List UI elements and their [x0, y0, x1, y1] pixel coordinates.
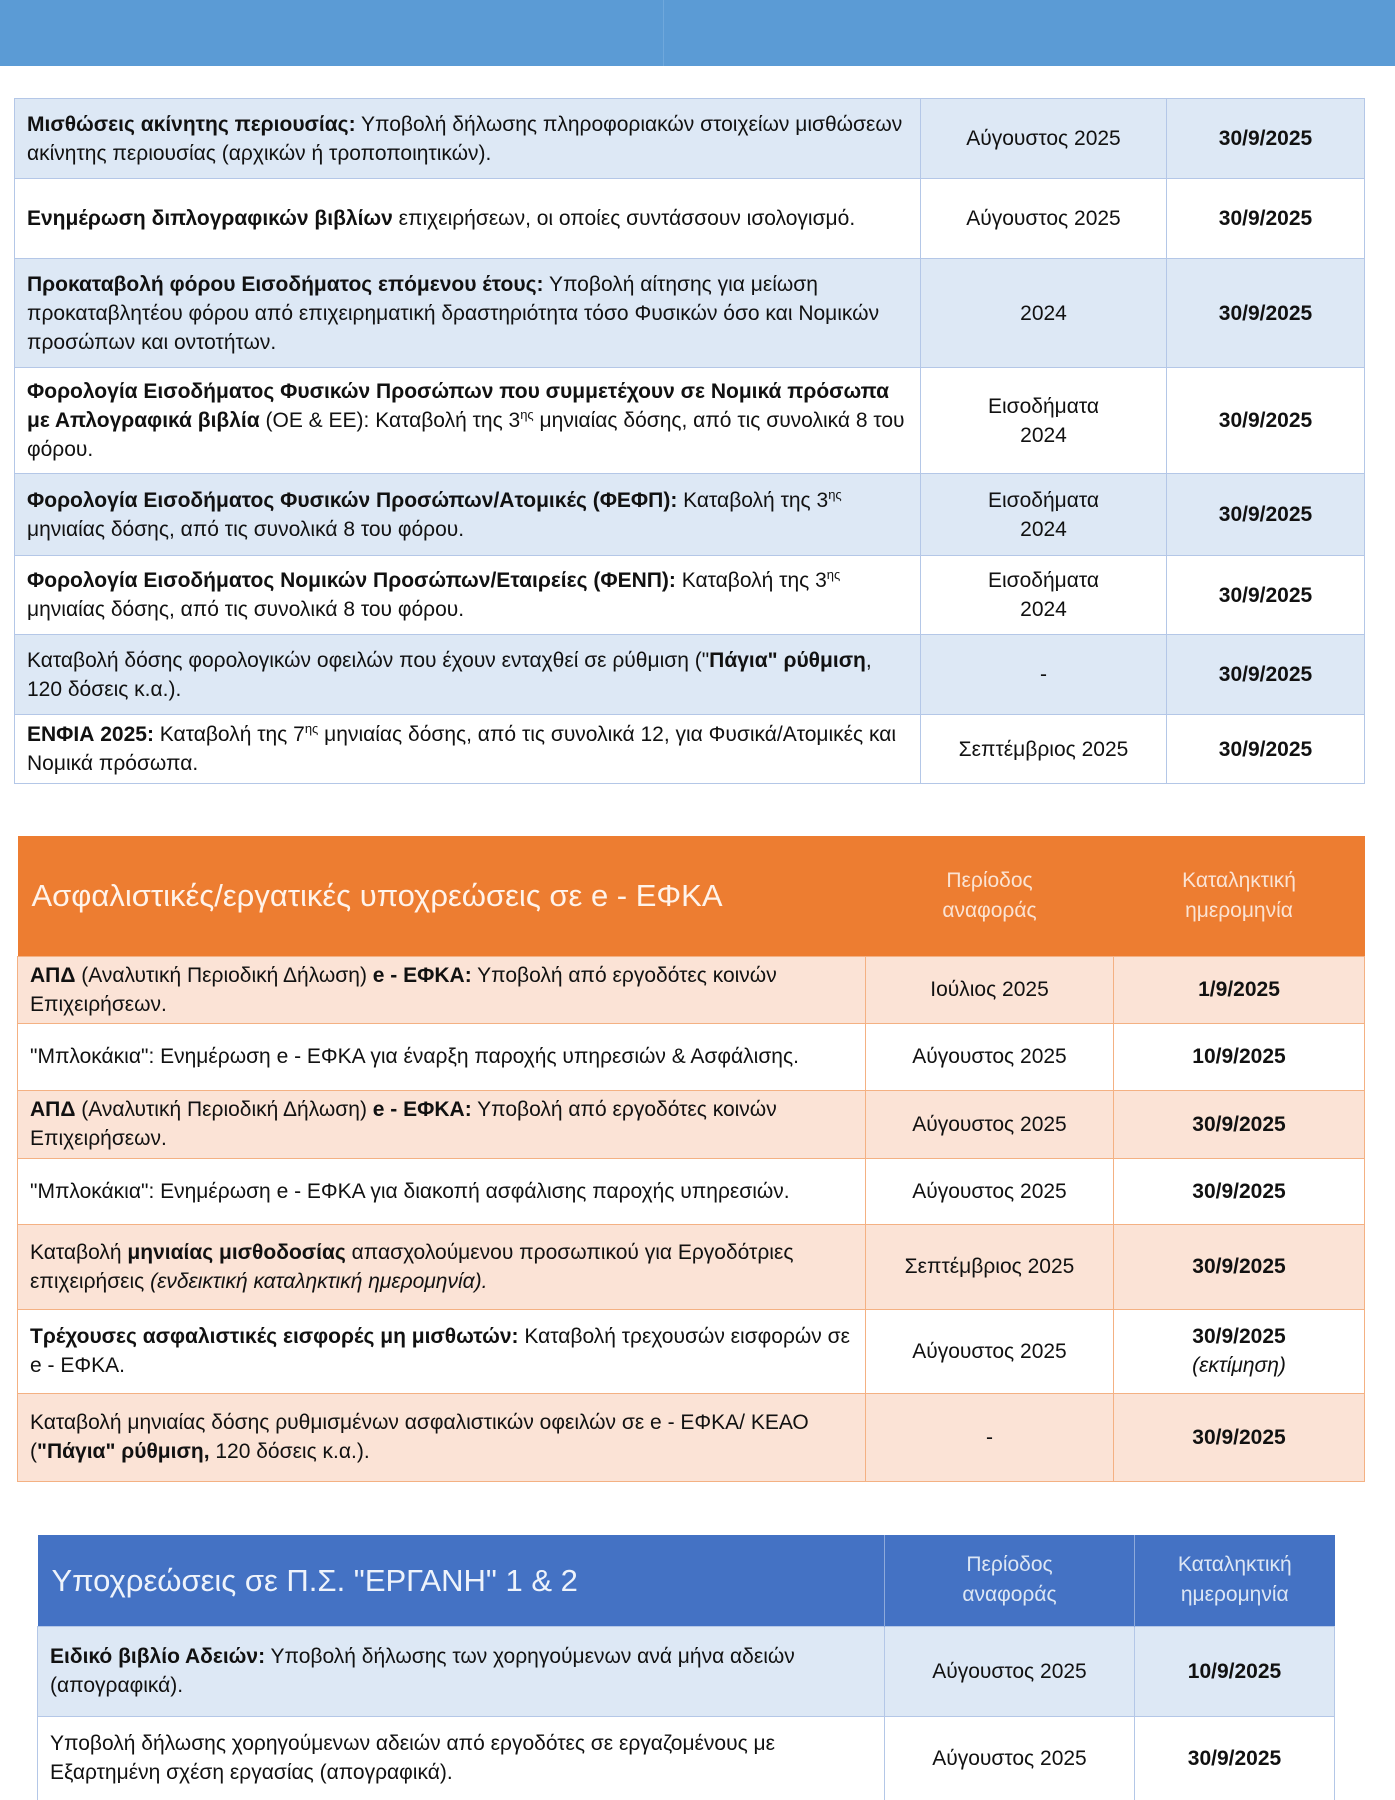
obligation-description	[18, 956, 866, 1023]
table-row	[15, 259, 1365, 368]
obligation-description	[15, 474, 921, 556]
obligation-description	[38, 1626, 885, 1716]
obligation-title: ΑΠΔ	[30, 1098, 76, 1121]
table-row	[18, 1309, 1365, 1393]
deadline-date: 30/9/2025	[1167, 179, 1365, 259]
obligation-description	[15, 99, 921, 179]
obligation-text: μηνιαίας δόσης, από τις συνολικά 8 του φόρου.	[27, 517, 465, 541]
deadline-date: 30/9/2025	[1167, 635, 1365, 715]
deadline-date: 30/9/2025	[1135, 1716, 1335, 1800]
reference-period: -	[921, 635, 1167, 715]
obligation-title: Ενημέρωση διπλογραφικών βιβλίων	[27, 207, 393, 230]
deadline-date: 30/9/2025	[1167, 368, 1365, 474]
obligation-text: μηνιαίας δόσης, από τις συνολικά 12, για Φυσικά/Ατομικές και Νομικά πρόσωπα.	[27, 723, 897, 775]
obligation-title: ΕΝΦΙΑ 2025:	[27, 723, 154, 746]
obligation-text: Καταβολή δόσης φορολογικών οφειλών που έχουν ενταχθεί σε ρύθμιση ("	[27, 648, 710, 672]
table-row	[18, 1090, 1365, 1158]
obligation-text: , 120 δόσεις κ.α.).	[27, 648, 872, 701]
deadline-date: 30/9/2025	[1167, 556, 1365, 635]
table-row	[15, 368, 1365, 474]
table-row	[15, 179, 1365, 259]
period-line: Εισοδήματα	[987, 569, 1100, 592]
deadline-date: 10/9/2025	[1135, 1626, 1335, 1716]
obligation-title: "Πάγια" ρύθμιση,	[37, 1440, 210, 1463]
column-header-period	[866, 836, 1114, 956]
deadline-date: 30/9/2025	[1114, 1158, 1365, 1224]
table-row	[18, 1023, 1365, 1090]
obligation-text: Καταβολή μηνιαίας δόσης ρυθμισμένων ασφαλιστικών οφειλών σε e - ΕΦΚΑ/ ΚΕΑΟ (	[30, 1411, 809, 1463]
obligation-text: μηνιαίας δόσης, από τις συνολικά 8 του φόρου.	[27, 598, 465, 621]
column-header-deadline	[1135, 1535, 1335, 1626]
header-line: Καταληκτική	[1182, 868, 1296, 892]
deadline-date: 10/9/2025	[1114, 1023, 1365, 1090]
table-row	[15, 635, 1365, 715]
ordinal-suffix: ης	[828, 486, 842, 502]
table-row	[18, 956, 1365, 1023]
reference-period: Αύγουστος 2025	[866, 1090, 1114, 1158]
table-header-row	[18, 836, 1365, 956]
reference-period: Αύγουστος 2025	[866, 1158, 1114, 1224]
obligation-title: e - ΕΦΚΑ:	[372, 963, 472, 987]
obligation-description	[18, 1090, 866, 1158]
deadline-note: (εκτίμηση)	[1192, 1354, 1286, 1377]
obligation-title: Πάγια" ρύθμιση	[709, 648, 866, 672]
obligation-title: Μισθώσεις ακίνητης περιουσίας:	[27, 112, 356, 136]
obligation-description: Υποβολή δήλωσης χορηγούμενων αδειών από εργοδότες σε εργαζομένους με Εξαρτημένη σχέση εργασίας (απογραφικά).	[38, 1716, 885, 1800]
obligation-title: Ειδικό βιβλίο Αδειών:	[50, 1645, 266, 1668]
obligation-text: Καταβολή της 7	[153, 723, 305, 746]
obligation-text: Υποβολή δήλωσης των χορηγούμενων ανά μήνα αδειών (απογραφικά).	[50, 1645, 795, 1697]
deadline-date: 30/9/2025	[1114, 1393, 1365, 1481]
period-line: Εισοδήματα	[987, 488, 1100, 512]
period-line: 2024	[1020, 517, 1067, 541]
table-row	[15, 99, 1365, 179]
obligation-text: Καταβολή τρεχουσών εισφορών σε e - ΕΦΚΑ.	[30, 1325, 850, 1377]
table-row	[38, 1626, 1335, 1716]
period-line: 2024	[1020, 423, 1067, 447]
obligation-description	[18, 1224, 866, 1309]
obligation-description	[15, 556, 921, 635]
obligation-text: 120 δόσεις κ.α.).	[209, 1440, 370, 1463]
obligation-text: (Αναλυτική Περιοδική Δήλωση)	[75, 963, 373, 987]
obligation-description	[18, 1393, 866, 1481]
ordinal-suffix: ης	[304, 721, 319, 736]
reference-period	[921, 368, 1167, 474]
obligation-text: Καταβολή της 3	[677, 488, 829, 512]
obligation-title: Φορολογία Εισοδήματος Φυσικών Προσώπων/Ατομικές (ΦΕΦΠ):	[27, 488, 678, 512]
reference-period: 2024	[921, 259, 1167, 368]
section-title: Υποχρεώσεις σε Π.Σ. "ΕΡΓΑΝΗ" 1 & 2	[38, 1535, 885, 1626]
obligation-text: Υποβολή από εργοδότες κοινών Επιχειρήσεων.	[30, 1098, 777, 1150]
deadline-date: 30/9/2025	[1167, 99, 1365, 179]
column-header-deadline	[1114, 836, 1365, 956]
reference-period: Αύγουστος 2025	[866, 1309, 1114, 1393]
table-row	[15, 556, 1365, 635]
deadline-date: 30/9/2025	[1167, 259, 1365, 368]
deadline-date: 30/9/2025	[1114, 1224, 1365, 1309]
obligation-text: Υποβολή δήλωσης πληροφοριακών στοιχείων μισθώσεων ακίνητης περιουσίας (αρχικών ή τροποποιητικών).	[27, 112, 903, 165]
obligation-title: μηνιαίας μισθοδοσίας	[127, 1240, 346, 1264]
obligation-description	[18, 1309, 866, 1393]
header-line: Περίοδος	[946, 868, 1033, 892]
header-bar	[0, 0, 1395, 66]
reference-period: Σεπτέμβριος 2025	[866, 1224, 1114, 1309]
ordinal-suffix: ης	[520, 407, 534, 422]
reference-period: Αύγουστος 2025	[921, 99, 1167, 179]
reference-period: -	[866, 1393, 1114, 1481]
ordinal-suffix: ης	[826, 567, 841, 582]
header-line: Καταληκτική	[1177, 1553, 1292, 1577]
obligation-title: Φορολογία Εισοδήματος Νομικών Προσώπων/Εταιρείες (ΦΕΝΠ):	[27, 569, 676, 592]
table-row	[38, 1716, 1335, 1800]
ergani-obligations-table	[37, 1535, 1335, 1800]
header-line: ημερομηνία	[1180, 1583, 1289, 1607]
obligation-description: "Μπλοκάκια": Ενημέρωση e - ΕΦΚΑ για έναρξη παροχής υπηρεσιών & Ασφάλισης.	[18, 1023, 866, 1090]
deadline-date: 30/9/2025	[1114, 1090, 1365, 1158]
obligation-title: Τρέχουσες ασφαλιστικές εισφορές μη μισθωτών:	[30, 1325, 519, 1348]
obligation-description	[15, 635, 921, 715]
obligation-note: (ενδεικτική καταληκτική ημερομηνία).	[150, 1269, 488, 1293]
deadline-date: 30/9/2025	[1167, 715, 1365, 784]
tax-obligations-table	[14, 98, 1365, 784]
deadline-date: 30/9/2025	[1167, 474, 1365, 556]
obligation-text: (ΟΕ & ΕΕ): Καταβολή της 3	[259, 409, 521, 432]
obligation-text: απασχολούμενου προσωπικού για Εργοδότριες επιχειρήσεις	[30, 1240, 794, 1293]
obligation-text: Καταβολή	[30, 1240, 128, 1264]
table-row	[15, 715, 1365, 784]
table-row	[15, 474, 1365, 556]
obligation-description	[15, 368, 921, 474]
reference-period: Αύγουστος 2025	[885, 1716, 1135, 1800]
obligation-title: Φορολογία Εισοδήματος Φυσικών Προσώπων που συμμετέχουν σε Νομικά πρόσωπα με Απλογραφικά βιβλία	[27, 380, 890, 432]
header-divider	[663, 0, 664, 66]
period-line: 2024	[1020, 598, 1067, 621]
reference-period: Σεπτέμβριος 2025	[921, 715, 1167, 784]
reference-period: Αύγουστος 2025	[885, 1626, 1135, 1716]
reference-period	[921, 556, 1167, 635]
efka-obligations-table	[17, 836, 1365, 1482]
table-row	[18, 1158, 1365, 1224]
deadline-date: 1/9/2025	[1114, 956, 1365, 1023]
obligation-text: Υποβολή αίτησης για μείωση προκαταβλητέου φόρου από επιχειρηματική δραστηριότητα τόσο Φυσικών όσο και Νομικών προσώπων και οντοτήτων.	[27, 272, 880, 354]
obligation-description	[15, 179, 921, 259]
obligation-description	[15, 259, 921, 368]
table-header-row	[38, 1535, 1335, 1626]
obligation-text: μηνιαίας δόσης, από τις συνολικά 8 του φόρου.	[27, 409, 905, 461]
table-row	[18, 1224, 1365, 1309]
period-line: Εισοδήματα	[987, 394, 1100, 418]
reference-period: Αύγουστος 2025	[866, 1023, 1114, 1090]
reference-period: Αύγουστος 2025	[921, 179, 1167, 259]
column-header-period	[885, 1535, 1135, 1626]
obligation-text: (Αναλυτική Περιοδική Δήλωση)	[75, 1098, 373, 1121]
obligation-text: επιχειρήσεων, οι οποίες συντάσσουν ισολογισμό.	[392, 207, 856, 230]
deadline-value: 30/9/2025	[1192, 1325, 1286, 1348]
obligation-text: Υποβολή από εργοδότες κοινών Επιχειρήσεων.	[30, 963, 777, 1016]
obligation-title: e - ΕΦΚΑ:	[372, 1098, 472, 1121]
obligation-title: Προκαταβολή φόρου Εισοδήματος επόμενου έτους:	[27, 272, 544, 296]
deadline-date	[1114, 1309, 1365, 1393]
reference-period: Ιούλιος 2025	[866, 956, 1114, 1023]
table-row	[18, 1393, 1365, 1481]
header-line: Περίοδος	[966, 1553, 1053, 1577]
obligation-description	[15, 715, 921, 784]
obligation-description: "Μπλοκάκια": Ενημέρωση e - ΕΦΚΑ για διακοπή ασφάλισης παροχής υπηρεσιών.	[18, 1158, 866, 1224]
obligation-title: ΑΠΔ	[30, 963, 76, 987]
header-line: αναφοράς	[962, 1583, 1057, 1607]
section-title: Ασφαλιστικές/εργατικές υποχρεώσεις σε e - ΕΦΚΑ	[18, 836, 866, 956]
header-line: αναφοράς	[942, 898, 1037, 922]
reference-period	[921, 474, 1167, 556]
obligation-text: Καταβολή της 3	[675, 569, 827, 592]
header-line: ημερομηνία	[1185, 898, 1293, 922]
